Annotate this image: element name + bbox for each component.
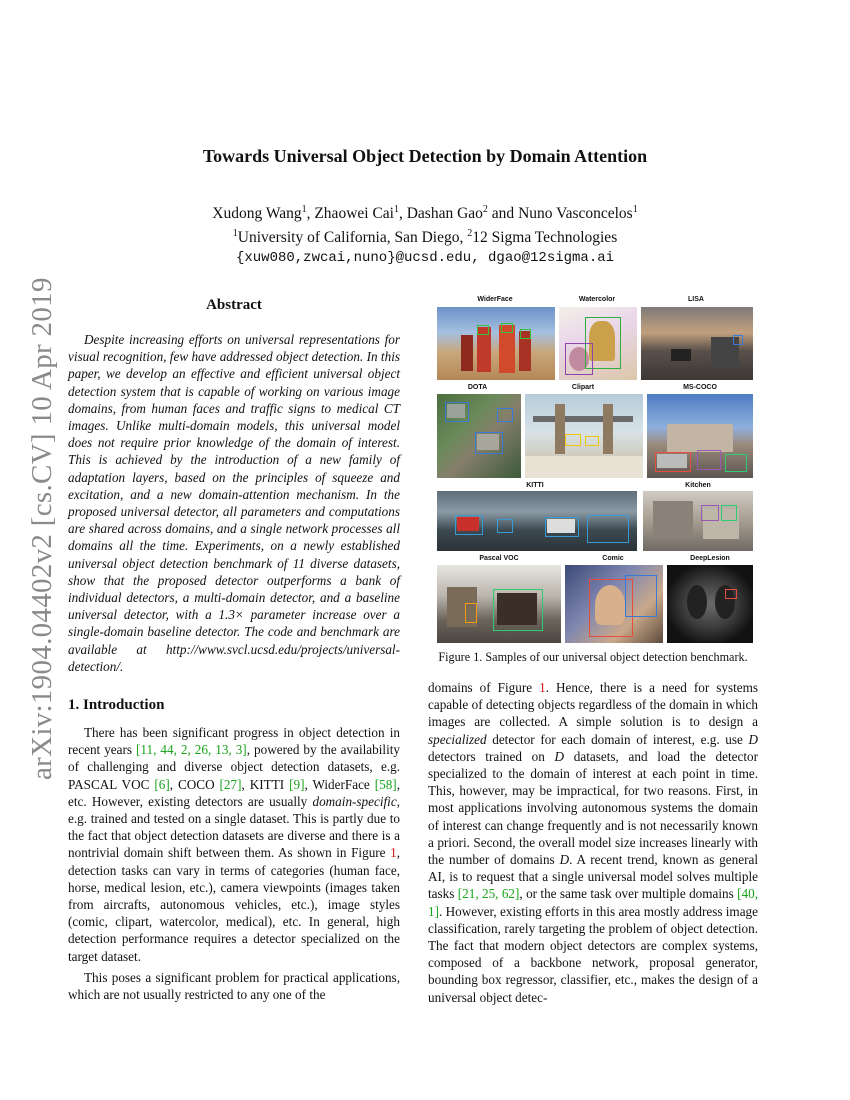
intro-paragraph-2: This poses a significant problem for practical applications, which are not usually restricted to any one of the [68,969,400,1003]
figure-link[interactable]: 1 [390,845,397,861]
affiliation-sup: 2 [467,228,473,240]
affiliation-sup: 2 [482,204,488,215]
right-column-text [428,679,758,1006]
figure-label: DeepLesion [690,555,730,562]
figure-label: WiderFace [477,296,513,303]
citation-link[interactable]: [40, 1] [428,886,759,919]
mscoco-sample-image [647,394,753,478]
figure-label: LISA [688,296,704,303]
author-name: Nuno Vasconcelos [518,205,633,223]
kitti-sample-image [437,491,637,551]
figure-caption: Figure 1. Samples of our universal object detection benchmark. [438,650,748,664]
abstract-heading: Abstract [206,297,262,313]
kitchen-sample-image [643,491,753,551]
figure-link[interactable]: 1 [539,680,546,695]
section-heading-introduction: 1. Introduction [68,697,165,713]
intro-paragraph-1: There has been significant progress in object detection in recent years [11, 44, 2, 26, 13, 3], powered by the availability of challenging and diverse object detection datasets, e.g. PASCAL VOC [6], COCO [27], KITTI [9], WiderFace [58], etc. However, existing detectors are usually domain-specific, e.g. trained and tested on a single dataset. This is partly due to the fact that object detection datasets are diverse and there is a nontrivial domain shift between them. As shown in Figure 1, detection tasks can vary in terms of categories (human face, horse, medical lesion, etc.), camera viewpoints (images taken from aircrafts, autonomous vehicles, etc.), image styles (comic, clipart, watercolor, medical), etc. In general, high detection performance requires a detector specialized on the target dataset. [68,725,401,964]
arxiv-stamp: arXiv:1904.04402v2 [cs.CV] 10 Apr 2019 [26,277,58,780]
author-name: Xudong Wang [212,205,302,223]
figure-1 [435,296,755,646]
figure-label: DOTA [467,384,488,391]
deeplesion-sample-image [667,565,753,643]
dota-sample-image [437,394,521,478]
affiliations [0,224,850,248]
citation-link[interactable]: [27] [219,776,242,792]
citation-link[interactable]: [9] [289,776,305,792]
affiliation-sup: 1 [232,228,238,240]
affiliation: University of California, San Diego, [237,229,464,247]
figure-label: Comic [602,555,624,562]
pascal-voc-sample-image [437,565,561,643]
figure-label: MS-COCO [683,384,717,391]
figure-label: KITTI [526,482,544,489]
figure-label: Clipart [571,384,595,391]
abstract-paragraph: Despite increasing efforts on universal representations for visual recognition, few have addressed object detection. In this paper, we develop an effective and efficient universal object detection system that is capable of working on various image domains, from human faces and traffic signs to medical CT images. Unlike multi-domain models, this universal model does not require prior knowledge of the domain of interest. This is achieved by the introduction of a new family of adaptation layers, based on the principles of squeeze and excitation, and a new domain-attention mechanism. In the proposed universal detector, all parameters and computations are shared across domains, and a single network processes all domains all the time. Experiments, on a newly established universal object detection benchmark of 11 diverse datasets, show that the proposed detector outperforms a bank of individual detectors, a multi-domain detector, and a baseline universal detector, with a 1.3× parameter increase over a single-domain baseline detector. The code and benchmark are available at http://www.svcl.ucsd.edu/projects/universal-detection/. [68,332,400,674]
citation-link[interactable]: [6] [154,776,170,792]
affiliation-sup: 1 [301,204,307,215]
author-name: Dashan Gao [406,205,483,223]
lisa-sample-image [641,307,753,380]
authors-block [0,200,850,268]
citation-link[interactable]: [21, 25, 62] [457,886,520,902]
comic-sample-image [565,565,663,643]
figure-label: Kitchen [685,482,711,489]
right-paragraph: domains of Figure 1. Hence, there is a need for systems capable of detecting objects regardless of the domain in which images are collected. A simple solution is to design a specialized detector for each domain of interest, e.g. use D detectors trained on D datasets, and load the detector specialized to the domain of interest at each point in time. This, however, may be impractical, for two reasons. First, in most applications involving autonomous systems the domain of interest can change frequently and is not necessarily known a priori. Second, the overall model size increases linearly with the number of domains D. A recent trend, known as general AI, is to request that a single universal model solves multiple tasks [21, 25, 62], or the same task over multiple domains [40, 1]. However, existing efforts in this area mostly address image classification, rarely targeting the problem of object detection. The fact that modern object detectors are complex systems, composed of a backbone network, proposal generator, bounding box regressor, classifier, etc., makes the design of a universal object detec- [428,680,759,1005]
widerface-sample-image [437,307,555,380]
affiliation: 12 Sigma Technologies [472,229,618,247]
abstract-text [68,331,400,675]
watercolor-sample-image [559,307,637,380]
citation-link[interactable]: [58] [374,776,397,792]
affiliation-sup: 1 [393,204,399,215]
citation-link[interactable]: [11, 44, 2, 26, 13, 3] [136,742,247,758]
author-names: Xudong Wang$^1$, Zhaowei Cai$^1$, Dashan Gao$^2$ and Nuno Vasconcelos$^1$ [212,204,638,223]
figure-label: Pascal VOC [479,555,519,562]
author-emails: {xuw080,zwcai,nuno}@ucsd.edu, dgao@12sigma.ai [235,250,615,267]
author-name: Zhaowei Cai [314,205,394,223]
introduction-text [68,724,400,1003]
and-text: and [491,205,515,223]
clipart-sample-image [525,394,643,478]
affiliation-sup: 1 [632,204,638,215]
paper-title: Towards Universal Object Detection by Domain Attention [202,146,648,166]
figure-label: Watercolor [578,296,616,303]
